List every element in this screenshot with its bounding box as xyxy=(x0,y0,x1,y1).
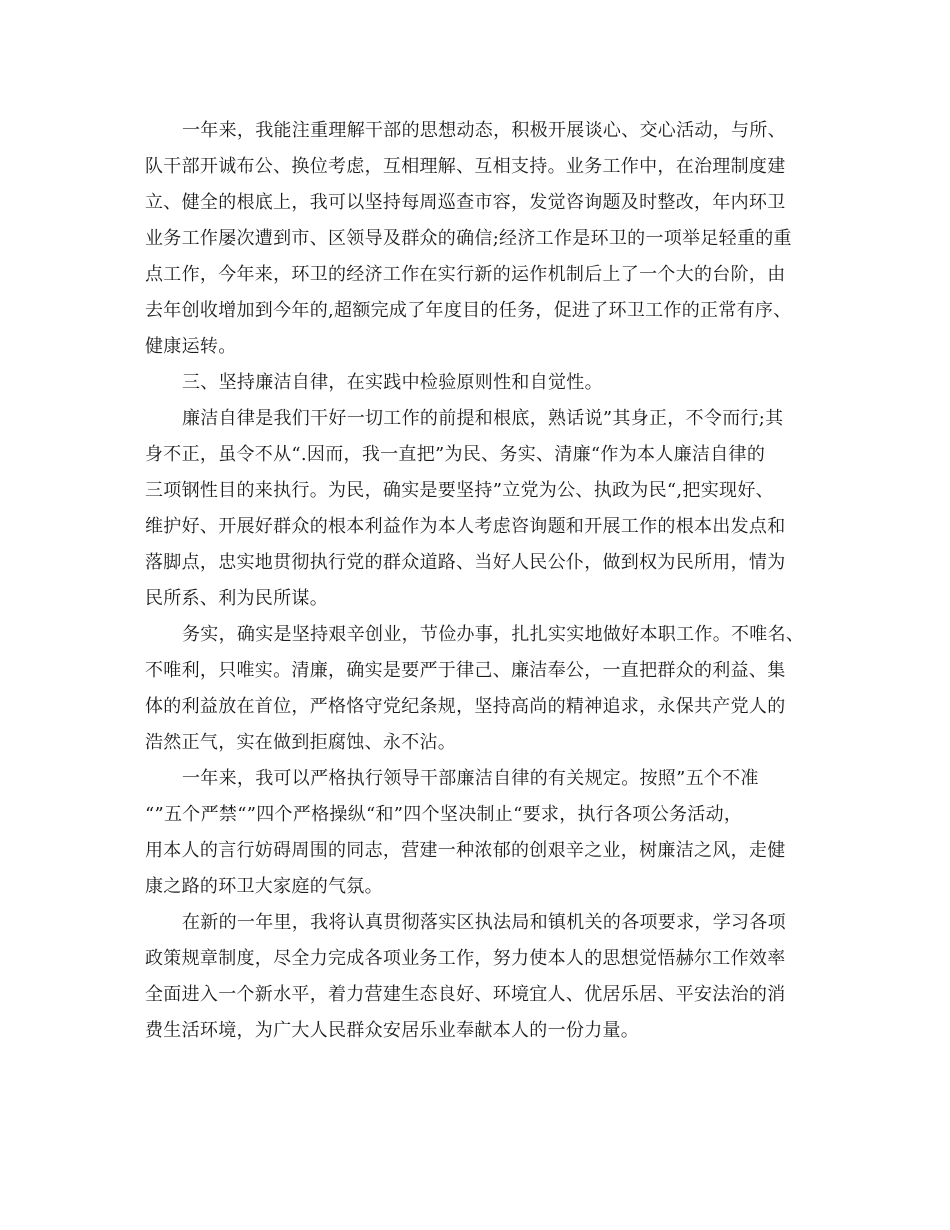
text-line: 不唯利，只唯实。清廉，确实是要严于律己、廉洁奉公，一直把群众的利益、集 xyxy=(145,660,786,681)
text-line: 康之路的环卫大家庭的气氛。 xyxy=(145,876,383,897)
text-line: 健康运转。 xyxy=(145,336,237,357)
text-line: 务实，确实是坚持艰辛创业，节俭办事，扎扎实实地做好本职工作。不唯名、 xyxy=(182,624,805,645)
text-line: 全面进入一个新水平，着力营建生态良好、环境宜人、优居乐居、平安法治的消 xyxy=(145,984,786,1005)
text-line: 政策规章制度，尽全力完成各项业务工作，努力使本人的思想觉悟赫尔工作效率 xyxy=(145,948,786,969)
text-line: 维护好、开展好群众的根本利益作为本人考虑咨询题和开展工作的根本出发点和 xyxy=(145,516,786,537)
text-line: 民所系、利为民所谋。 xyxy=(145,588,328,609)
text-line: 一年来，我可以严格执行领导干部廉洁自律的有关规定。按照”五个不准 xyxy=(182,768,759,789)
document-body xyxy=(145,113,810,1049)
text-line: 点工作，今年来，环卫的经济工作在实行新的运作机制后上了一个大的台阶，由 xyxy=(145,264,786,285)
text-line: 身不正，虽令不从“.因而，我一直把”为民、务实、清廉“作为本人廉洁自律的 xyxy=(145,444,766,465)
text-line: 落脚点，忠实地贯彻执行党的群众道路、当好人民公仆，做到权为民所用，情为 xyxy=(145,552,786,573)
text-line: 在新的一年里，我将认真贯彻落实区执法局和镇机关的各项要求，学习各项 xyxy=(182,912,786,933)
text-line: 立、健全的根底上，我可以坚持每周巡查市容，发觉咨询题及时整改，年内环卫 xyxy=(145,192,786,213)
section-heading: 三、坚持廉洁自律，在实践中检验原则性和自觉性。 xyxy=(182,372,603,393)
text-line: 队干部开诚布公、换位考虑，互相理解、互相支持。业务工作中，在治理制度建 xyxy=(145,156,786,177)
text-line: 费生活环境，为广大人民群众安居乐业奉献本人的一份力量。 xyxy=(145,1020,640,1041)
text-line: 去年创收增加到今年的,超额完成了年度目的任务，促进了环卫工作的正常有序、 xyxy=(145,300,792,321)
text-line: 业务工作屡次遭到市、区领导及群众的确信;经济工作是环卫的一项举足轻重的重 xyxy=(145,228,792,249)
text-line: 浩然正气，实在做到拒腐蚀、永不沾。 xyxy=(145,732,457,753)
text-line: 一年来，我能注重理解干部的思想动态，积极开展谈心、交心活动，与所、 xyxy=(182,120,786,141)
text-line: 体的利益放在首位，严格恪守党纪条规，坚持高尚的精神追求，永保共产党人的 xyxy=(145,696,786,717)
text-line: “”五个严禁“”四个严格操纵“和”四个坚决制止“要求，执行各项公务活动， xyxy=(145,804,743,825)
text-line: 廉洁自律是我们干好一切工作的前提和根底，熟话说”其身正，不令而行;其 xyxy=(182,408,784,429)
text-line: 用本人的言行妨碍周围的同志，营建一种浓郁的创艰辛之业，树廉洁之风，走健 xyxy=(145,840,786,861)
text-line: 三项钢性目的来执行。为民，确实是要坚持”立党为公、执政为民“,把实现好、 xyxy=(145,480,774,501)
